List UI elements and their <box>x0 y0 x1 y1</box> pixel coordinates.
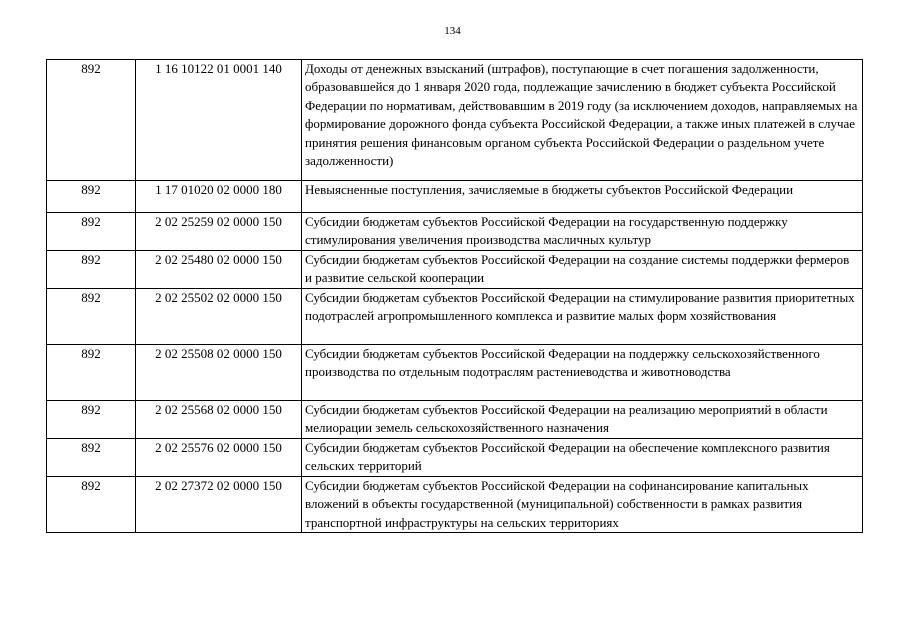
table-row <box>47 251 863 289</box>
budget-code-cell: 1 17 01020 02 0000 180 <box>136 181 302 213</box>
page-number: 134 <box>444 25 461 37</box>
description-cell: Субсидии бюджетам субъектов Российской Федерации на поддержку сельскохозяйственного производства по отдельным подотраслям растениеводства и животноводства <box>302 345 863 401</box>
budget-code-cell: 2 02 25480 02 0000 150 <box>136 251 302 289</box>
budget-code-cell: 2 02 25576 02 0000 150 <box>136 439 302 477</box>
description-cell: Субсидии бюджетам субъектов Российской Федерации на создание системы поддержки фермеров и развитие сельской кооперации <box>302 251 863 289</box>
description-cell: Субсидии бюджетам субъектов Российской Федерации на обеспечение комплексного развития сельских территорий <box>302 439 863 477</box>
description-cell: Доходы от денежных взысканий (штрафов), поступающие в счет погашения задолженности, образовавшейся до 1 января 2020 года, подлежащие зачислению в бюджет субъекта Российской Федерации по нормативам, действовавшим в 2019 году (за исключением доходов, направляемых на формирование дорожного фонда субъекта Российской Федерации, а также иных платежей в случае принятия решения финансовым органом субъекта Российской Федерации о раздельном учете задолженности) <box>302 60 863 181</box>
description-cell: Субсидии бюджетам субъектов Российской Федерации на стимулирование развития приоритетных подотраслей агропромышленного комплекса и развитие малых форм хозяйствования <box>302 289 863 345</box>
table-row <box>47 345 863 401</box>
admin-code-cell: 892 <box>47 213 136 251</box>
budget-code-cell: 2 02 25508 02 0000 150 <box>136 345 302 401</box>
description-cell: Субсидии бюджетам субъектов Российской Федерации на государственную поддержку стимулирования увеличения производства масличных культур <box>302 213 863 251</box>
admin-code-cell: 892 <box>47 477 136 533</box>
budget-code-cell: 2 02 25502 02 0000 150 <box>136 289 302 345</box>
table-row <box>47 213 863 251</box>
table-row <box>47 181 863 213</box>
admin-code-cell: 892 <box>47 439 136 477</box>
table-row <box>47 401 863 439</box>
description-cell: Субсидии бюджетам субъектов Российской Федерации на реализацию мероприятий в области мелиорации земель сельскохозяйственного назначения <box>302 401 863 439</box>
budget-code-cell: 2 02 25568 02 0000 150 <box>136 401 302 439</box>
description-cell: Невыясненные поступления, зачисляемые в бюджеты субъектов Российской Федерации <box>302 181 863 213</box>
table-row <box>47 477 863 533</box>
budget-classification-table <box>46 59 863 533</box>
table-row <box>47 289 863 345</box>
admin-code-cell: 892 <box>47 60 136 181</box>
admin-code-cell: 892 <box>47 345 136 401</box>
budget-code-cell: 2 02 27372 02 0000 150 <box>136 477 302 533</box>
admin-code-cell: 892 <box>47 251 136 289</box>
budget-code-cell: 2 02 25259 02 0000 150 <box>136 213 302 251</box>
table-row <box>47 60 863 181</box>
admin-code-cell: 892 <box>47 289 136 345</box>
description-cell: Субсидии бюджетам субъектов Российской Федерации на софинансирование капитальных вложений в объекты государственной (муниципальной) собственности в рамках развития транспортной инфраструктуры на сельских территориях <box>302 477 863 533</box>
table-row <box>47 439 863 477</box>
admin-code-cell: 892 <box>47 181 136 213</box>
budget-code-cell: 1 16 10122 01 0001 140 <box>136 60 302 181</box>
admin-code-cell: 892 <box>47 401 136 439</box>
